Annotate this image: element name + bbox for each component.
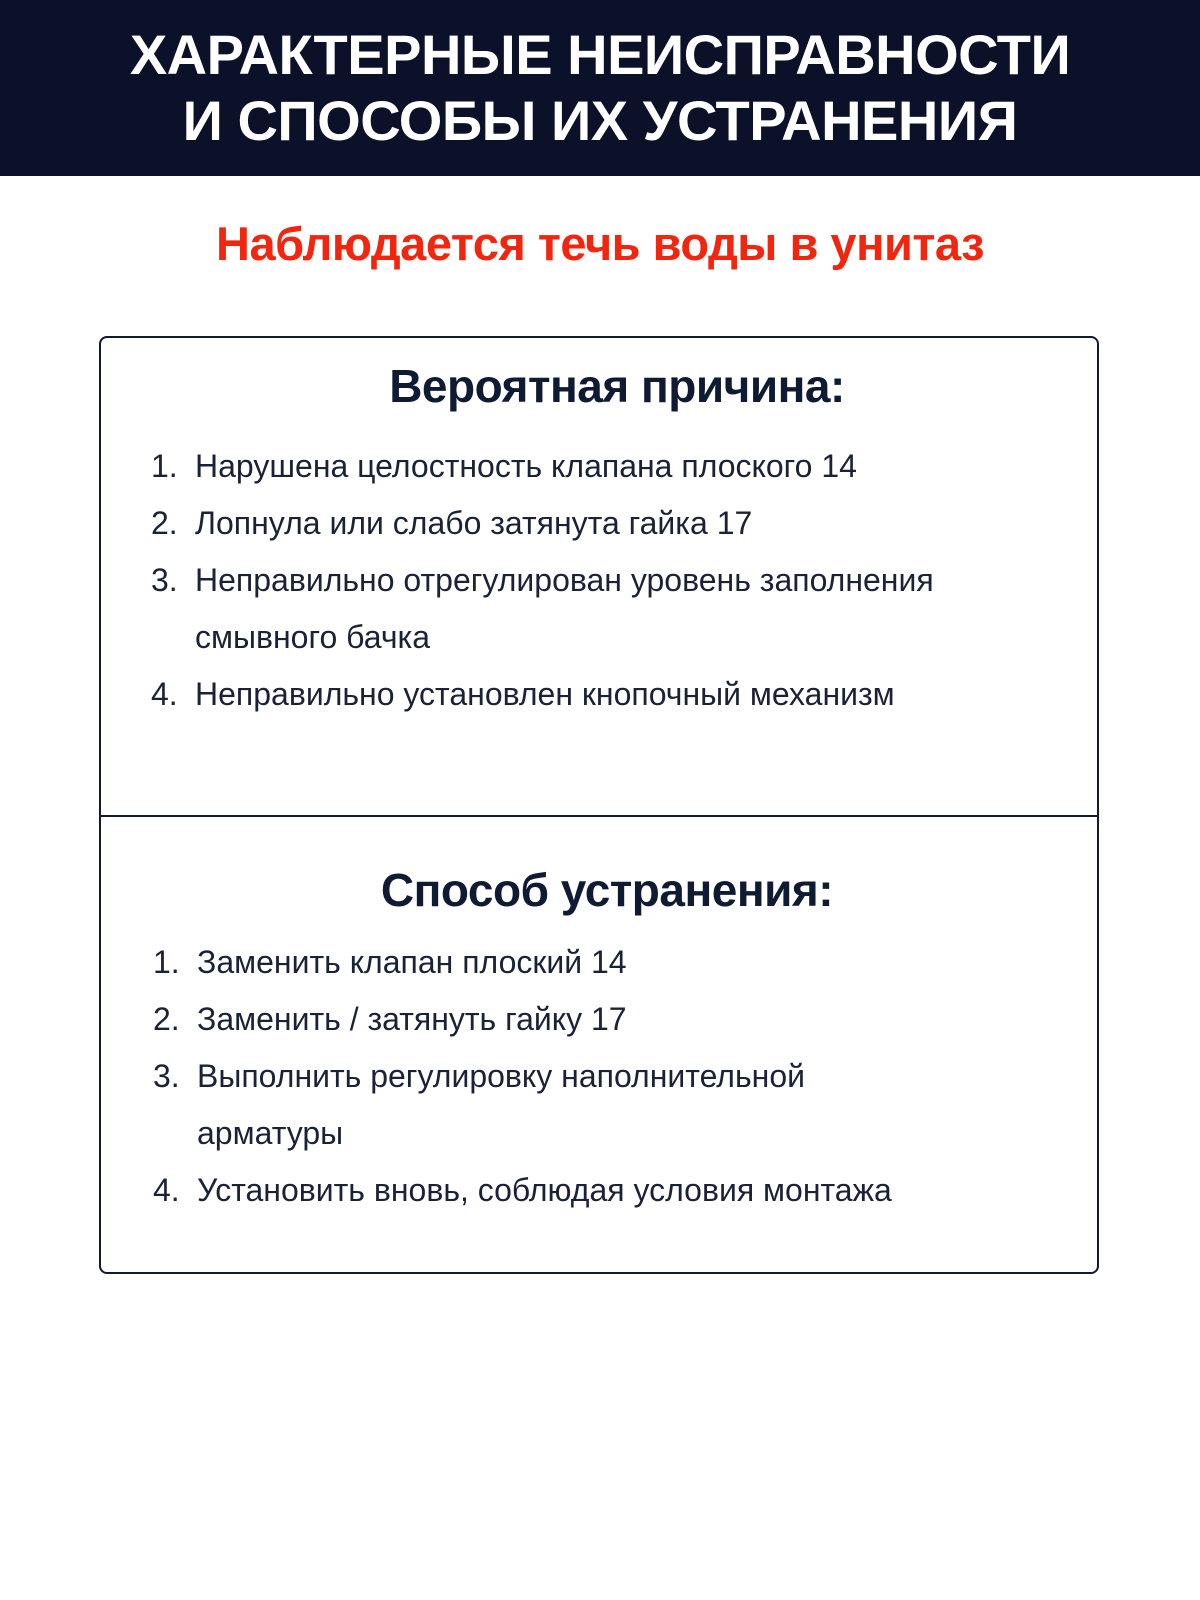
- list-item-text: Нарушена целостность клапана плоского 14: [195, 448, 857, 484]
- list-number: 4.: [153, 1172, 180, 1208]
- list-item: [153, 991, 1053, 1048]
- list-number: 4.: [151, 676, 178, 712]
- list-item-text: арматуры: [197, 1115, 344, 1151]
- list-item-text: Лопнула или слабо затянута гайка 17: [195, 505, 753, 541]
- causes-list: [151, 438, 1071, 723]
- causes-title: Вероятная причина:: [389, 360, 845, 412]
- list-number: 2.: [151, 505, 178, 541]
- list-item-continuation: [151, 609, 1071, 666]
- list-item-continuation: [153, 1105, 1053, 1162]
- list-number: 1.: [153, 944, 180, 980]
- list-item: [151, 666, 1071, 723]
- list-item: [151, 438, 1071, 495]
- info-card: [99, 336, 1099, 1274]
- list-item: [153, 1048, 1053, 1105]
- list-number: 3.: [151, 562, 178, 598]
- list-item-text: Заменить / затянуть гайку 17: [197, 1001, 627, 1037]
- list-item-text: Заменить клапан плоский 14: [197, 944, 627, 980]
- list-item-text: Выполнить регулировку наполнительной: [197, 1058, 805, 1094]
- list-item: [151, 495, 1071, 552]
- problem-subtitle: Наблюдается течь воды в унитаз: [216, 217, 984, 270]
- list-item-text: Неправильно отрегулирован уровень заполнения: [195, 562, 934, 598]
- list-number: 2.: [153, 1001, 180, 1037]
- list-item-text: Неправильно установлен кнопочный механизм: [195, 676, 895, 712]
- list-number: 3.: [153, 1058, 180, 1094]
- fixes-title: Способ устранения:: [380, 864, 834, 916]
- fixes-list: [153, 934, 1053, 1219]
- list-item: [153, 1162, 1053, 1219]
- header-banner: [0, 0, 1200, 176]
- list-item: [153, 934, 1053, 991]
- list-item-text: Установить вновь, соблюдая условия монтажа: [197, 1172, 892, 1208]
- header-title-line-2: И СПОСОБЫ ИХ УСТРАНЕНИЯ: [182, 89, 1018, 152]
- section-divider: [101, 815, 1097, 817]
- list-item: [151, 552, 1071, 609]
- list-number: 1.: [151, 448, 178, 484]
- header-title-line-1: ХАРАКТЕРНЫЕ НЕИСПРАВНОСТИ: [129, 23, 1071, 86]
- list-item-text: смывного бачка: [195, 619, 430, 655]
